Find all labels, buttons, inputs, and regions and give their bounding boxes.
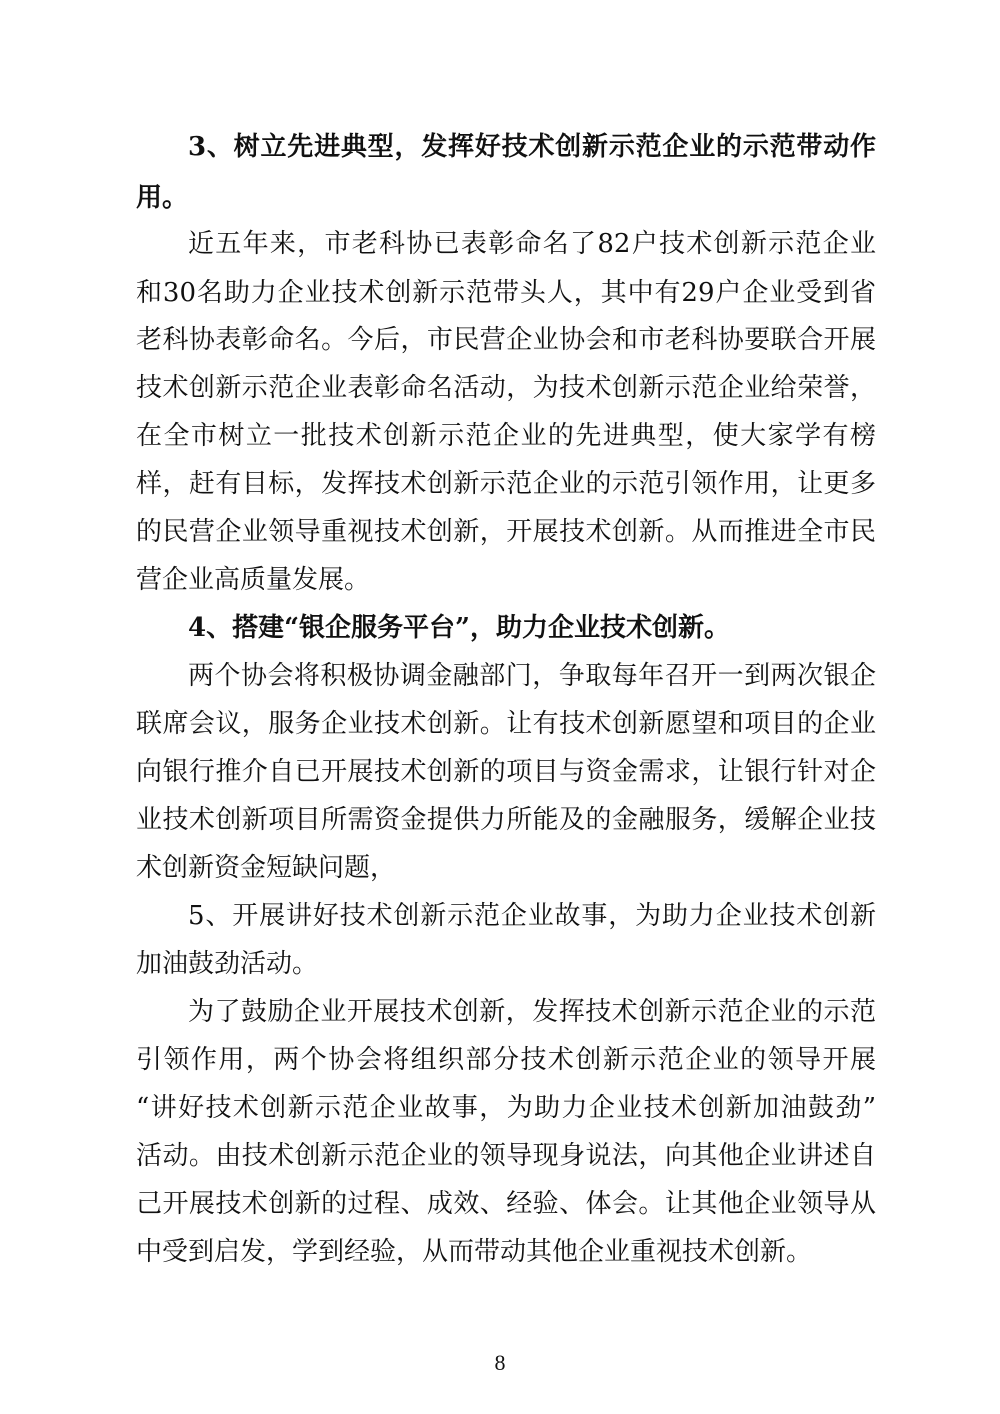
paragraph-line: 和30名助力企业技术创新示范带头人，其中有29户企业受到省 [136, 278, 876, 308]
paragraph-line: 为了鼓励企业开展技术创新，发挥技术创新示范企业的示范 [188, 997, 876, 1027]
paragraph-line: 己开展技术创新的过程、成效、经验、体会。让其他企业领导从 [136, 1189, 876, 1219]
paragraph-line: 活动。由技术创新示范企业的领导现身说法，向其他企业讲述自 [136, 1141, 876, 1171]
paragraph-line: 在全市树立一批技术创新示范企业的先进典型，使大家学有榜 [136, 421, 876, 451]
heading-section-5-line-2: 加油鼓劲活动。 [136, 949, 319, 979]
page-number: 8 [494, 1350, 506, 1375]
paragraph-line: 术创新资金短缺问题， [136, 853, 397, 883]
paragraph-line: 联席会议，服务企业技术创新。让有技术创新愿望和项目的企业 [136, 709, 876, 739]
heading-section-3-line-2: 用。 [136, 183, 189, 213]
paragraph-line: 老科协表彰命名。今后，市民营企业协会和市老科协要联合开展 [136, 325, 876, 355]
paragraph-line: 近五年来，市老科协已表彰命名了82户技术创新示范企业 [188, 229, 876, 259]
paragraph-line: 引领作用，两个协会将组织部分技术创新示范企业的领导开展 [136, 1045, 876, 1075]
paragraph-line: 两个协会将积极协调金融部门，争取每年召开一到两次银企 [188, 661, 876, 691]
heading-section-3-line-1: 3、树立先进典型，发挥好技术创新示范企业的示范带动作 [188, 132, 876, 162]
paragraph-line: 的民营企业领导重视技术创新，开展技术创新。从而推进全市民 [136, 517, 876, 547]
paragraph-line: 业技术创新项目所需资金提供力所能及的金融服务，缓解企业技 [136, 805, 876, 835]
paragraph-line: 样，赶有目标，发挥技术创新示范企业的示范引领作用，让更多 [136, 469, 876, 499]
paragraph-line: 营企业高质量发展。 [136, 565, 371, 595]
paragraph-line: 中受到启发，学到经验，从而带动其他企业重视技术创新。 [136, 1237, 813, 1267]
paragraph-line: 向银行推介自已开展技术创新的项目与资金需求，让银行针对企 [136, 757, 876, 787]
heading-section-4: 4、搭建“银企服务平台”，助力企业技术创新。 [188, 613, 731, 643]
heading-section-5-line-1: 5、开展讲好技术创新示范企业故事，为助力企业技术创新 [188, 901, 876, 931]
paragraph-line: “讲好技术创新示范企业故事，为助力企业技术创新加油鼓劲” [136, 1093, 876, 1123]
paragraph-line: 技术创新示范企业表彰命名活动，为技术创新示范企业给荣誉， [136, 373, 876, 403]
